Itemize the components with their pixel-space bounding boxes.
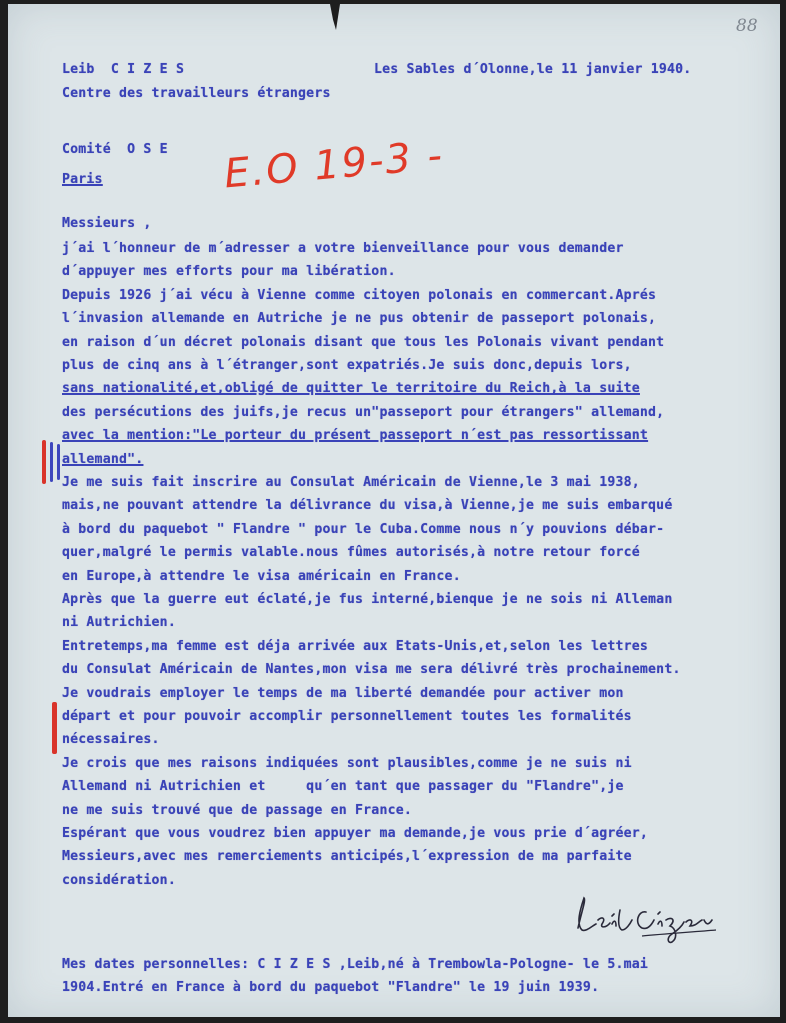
paper-tear (330, 4, 340, 30)
body-line: en raison d´un décret polonais disant que tous les Polonais vivant pendant (62, 334, 665, 350)
red-margin-mark (52, 702, 57, 754)
body-line: d´appuyer mes efforts pour ma libération. (62, 264, 396, 280)
body-line: en Europe,à attendre le visa américain en France. (62, 568, 461, 584)
body-line: avec la mention:"Le porteur du présent passeport n´est pas ressortissant (62, 428, 649, 444)
letter-body (62, 241, 778, 901)
body-line: Messieurs,avec mes remerciements anticipés,l´expression de ma parfaite (62, 849, 632, 865)
place-date: Les Sables d´Olonne,le 11 janvier 1940. (374, 62, 692, 77)
recipient-city: Paris (62, 172, 103, 187)
body-line: sans nationalité,et,obligé de quitter le territoire du Reich,à la suite (62, 381, 640, 397)
body-line: Depuis 1926 j´ai vécu à Vienne comme citoyen polonais en commercant.Aprés (62, 287, 657, 303)
personal-data-line-1: Mes dates personnelles: C I Z E S ,Leib,né à Trembowla-Pologne- le 5.mai (62, 957, 649, 972)
body-line: plus de cinq ans à l´étranger,sont expatriés.Je suis donc,depuis lors, (62, 358, 632, 373)
page-number: 88 (736, 16, 758, 36)
sender-organization: Centre des travailleurs étrangers (62, 86, 331, 101)
body-line: l´invasion allemande en Autriche je ne pus obtenir de passeport polonais, (62, 311, 657, 327)
body-line: Espérant que vous voudrez bien appuyer ma demande,je vous prie d´agréer, (62, 826, 649, 841)
red-margin-mark (42, 440, 46, 484)
body-line: Allemand ni Autrichien et qu´en tant que passager du "Flandre",je (62, 779, 624, 795)
letter-page (8, 4, 780, 1017)
blue-margin-mark (50, 442, 53, 482)
body-line: du Consulat Américain de Nantes,mon visa me sera délivré très prochainement. (62, 662, 681, 678)
body-line: nécessaires. (62, 732, 160, 748)
red-pencil-annotation: E.O 19-3 - (222, 132, 446, 198)
body-line: Je crois que mes raisons indiquées sont plausibles,comme je ne suis ni (62, 755, 632, 771)
blue-margin-mark (57, 444, 60, 480)
body-line: ne me suis trouvé que de passage en France. (62, 802, 413, 818)
body-line: ni Autrichien. (62, 615, 176, 631)
body-line: Je voudrais employer le temps de ma liberté demandée pour activer mon (62, 685, 624, 701)
body-line: Après que la guerre eut éclaté,je fus interné,bienque je ne sois ni Alleman (62, 592, 673, 607)
body-line: considération. (62, 872, 176, 888)
body-line: Entretemps,ma femme est déja arrivée aux Etats-Unis,et,selon les lettres (62, 638, 649, 654)
body-line: mais,ne pouvant attendre la délivrance du visa,à Vienne,je me suis embarqué (62, 498, 673, 514)
salutation: Messieurs , (62, 216, 152, 231)
body-line: allemand". (62, 451, 144, 467)
body-line: à bord du paquebot " Flandre " pour le Cuba.Comme nous n´y pouvions débar- (62, 521, 665, 537)
body-line: j´ai l´honneur de m´adresser a votre bienveillance pour vous demander (62, 241, 624, 256)
body-line: des persécutions des juifs,je recus un"passeport pour étrangers" allemand, (62, 404, 665, 420)
handwritten-signature (572, 890, 722, 946)
body-line: Je me suis fait inscrire au Consulat Américain de Vienne,le 3 mai 1938, (62, 475, 640, 490)
body-line: quer,malgré le permis valable.nous fûmes autorisés,à notre retour forcé (62, 545, 640, 561)
sender-name: Leib C I Z E S (62, 62, 185, 77)
body-line: départ et pour pouvoir accomplir personnellement toutes les formalités (62, 709, 632, 724)
recipient-committee: Comité O S E (62, 142, 168, 157)
personal-data-line-2: 1904.Entré en France à bord du paquebot "Flandre" le 19 juin 1939. (62, 980, 600, 995)
